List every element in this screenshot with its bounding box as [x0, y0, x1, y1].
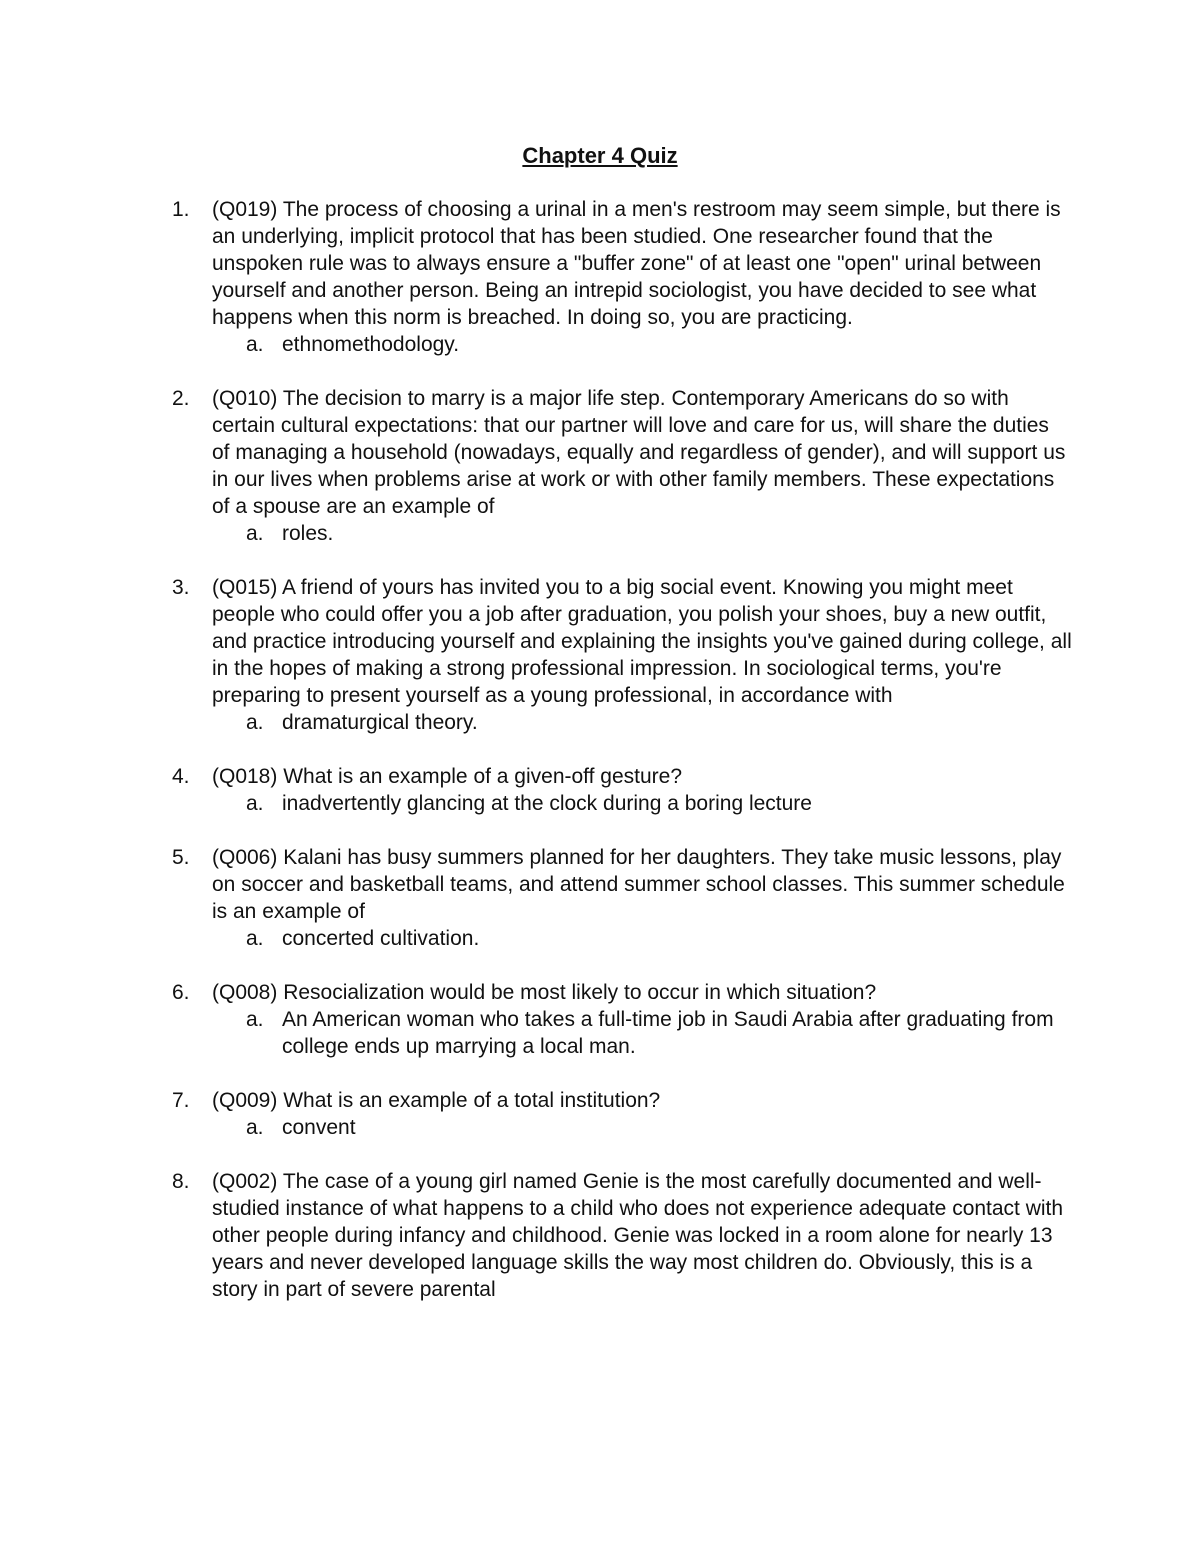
- question-item: [172, 844, 1072, 952]
- question-number: 6.: [172, 981, 190, 1004]
- question-item: [172, 979, 1072, 1060]
- question-text: (Q002) The case of a young girl named Genie is the most carefully documented and well-studied instance of what happens to a child who does not experience adequate contact with other people during infancy and childhood. Genie was locked in a room alone for nearly 13 years and never developed language skills the way most children do. Obviously, this is a story in part of severe parental: [212, 1170, 1064, 1301]
- question-number: 7.: [172, 1089, 190, 1112]
- answer-item: [212, 925, 1072, 952]
- question-item: [172, 574, 1072, 736]
- answer-item: [212, 331, 1072, 358]
- answer-label: a.: [246, 1008, 264, 1031]
- question-item: [172, 763, 1072, 817]
- answer-label: a.: [246, 522, 264, 545]
- answer-label: a.: [246, 927, 264, 950]
- answer-item: [212, 790, 1072, 817]
- answer-label: a.: [246, 333, 264, 356]
- page-title: Chapter 4 Quiz: [522, 143, 678, 168]
- question-text: (Q015) A friend of yours has invited you to a big social event. Knowing you might meet people who could offer you a job after graduation, you polish your shoes, buy a new outfit, and practice introducing yourself and explaining the insights you've gained during college, all in the hopes of making a strong professional impression. In sociological terms, you're preparing to present yourself as a young professional, in accordance with: [212, 576, 1072, 707]
- question-item: [172, 1168, 1072, 1303]
- question-text: (Q008) Resocialization would be most likely to occur in which situation?: [212, 981, 877, 1004]
- question-number: 2.: [172, 387, 190, 410]
- question-number: 5.: [172, 846, 190, 869]
- question-number: 4.: [172, 765, 190, 788]
- question-text: (Q019) The process of choosing a urinal in a men's restroom may seem simple, but there is an underlying, implicit protocol that has been studied. One researcher found that the unspoken rule was to always ensure a "buffer zone" of at least one "open" urinal between yourself and another person. Being an intrepid sociologist, you have decided to see what happens when this norm is breached. In doing so, you are practicing.: [212, 198, 1061, 329]
- question-number: 8.: [172, 1170, 190, 1193]
- answer-item: [212, 709, 1072, 736]
- answer-text: concerted cultivation.: [282, 927, 480, 950]
- answer-label: a.: [246, 792, 264, 815]
- question-text: (Q009) What is an example of a total institution?: [212, 1089, 661, 1112]
- question-number: 3.: [172, 576, 190, 599]
- question-text: (Q018) What is an example of a given-off gesture?: [212, 765, 683, 788]
- question-text: (Q006) Kalani has busy summers planned for her daughters. They take music lessons, play on soccer and basketball teams, and attend summer school classes. This summer schedule is an example of: [212, 846, 1065, 923]
- answer-item: [212, 1006, 1072, 1060]
- answer-text: dramaturgical theory.: [282, 711, 478, 734]
- answer-item: [212, 1114, 1072, 1141]
- answer-item: [212, 520, 1072, 547]
- answer-text: roles.: [282, 522, 334, 545]
- question-number: 1.: [172, 198, 190, 221]
- answer-text: convent: [282, 1116, 356, 1139]
- question-item: [172, 196, 1072, 358]
- question-text: (Q010) The decision to marry is a major life step. Contemporary Americans do so with certain cultural expectations: that our partner will love and care for us, will share the duties of managing a household (nowadays, equally and regardless of gender), and will support us in our lives when problems arise at work or with other family members. These expectations of a spouse are an example of: [212, 387, 1066, 518]
- question-item: [172, 385, 1072, 547]
- answer-label: a.: [246, 1116, 264, 1139]
- question-item: [172, 1087, 1072, 1141]
- answer-label: a.: [246, 711, 264, 734]
- question-list: [172, 196, 1072, 1330]
- answer-text: An American woman who takes a full-time job in Saudi Arabia after graduating from college ends up marrying a local man.: [282, 1008, 1054, 1058]
- answer-text: ethnomethodology.: [282, 333, 460, 356]
- answer-text: inadvertently glancing at the clock during a boring lecture: [282, 792, 812, 815]
